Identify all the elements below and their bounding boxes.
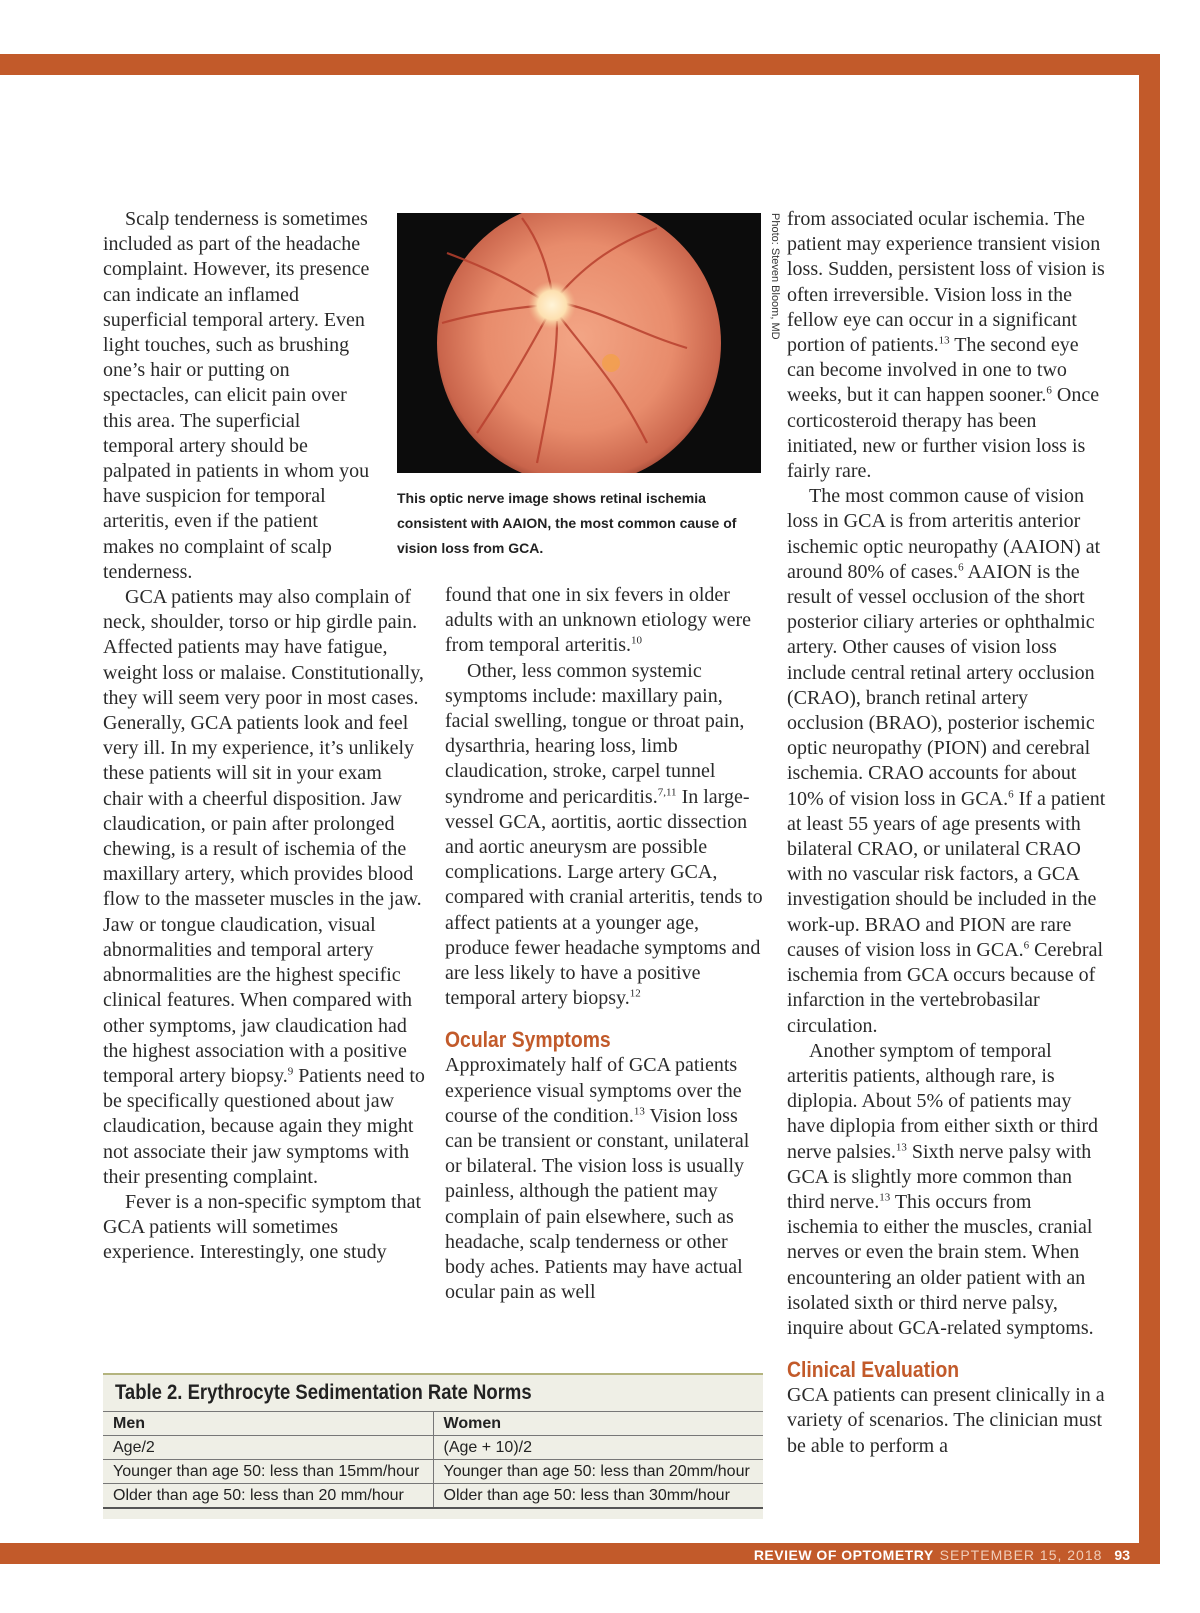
- text-span: GCA patients may also complain of neck, shoulder, torso or hip girdle pain. Affected patients may have fatigue, weight loss or malaise. Constitutionally, they will seem very poor in most cases. Generally, GCA patients look and feel very ill. In my experience, it’s unlikely these patients will sit in your exam chair with a cheerful disposition. Jaw claudication, or pain after prolonged chewing, is a result of ischemia of the maxillary artery, which provides blood flow to the masseter muscles in the jaw. Jaw or tongue claudication, visual abnormalities and temporal artery abnormalities are the highest specific clinical features. When compared with other symptoms, jaw claudication had the highest association with a positive temporal artery biopsy.: [103, 586, 424, 1087]
- table-grid: [103, 1411, 763, 1509]
- table-title-text: Table 2. Erythrocyte Sedimentation Rate Norms: [115, 1381, 532, 1404]
- table-row: [103, 1460, 763, 1484]
- paragraph-systemic-symptoms: [445, 659, 763, 1012]
- citation: 6: [1023, 939, 1030, 952]
- top-accent-bar: [0, 54, 1160, 75]
- text-span: The second eye can become involved in one to two weeks, but it can happen sooner.: [787, 334, 1079, 407]
- header-women: Women: [433, 1412, 763, 1436]
- table-row: [103, 1436, 763, 1460]
- citation: 6: [958, 561, 964, 574]
- paragraph-fever: Fever is a non-specific symptom that GCA patients will sometimes experience. Interestingly, one study: [103, 1190, 422, 1264]
- column-2: [445, 583, 763, 1305]
- text-span: This occurs from ischemia to either the muscles, cranial nerves or even the brain stem. When encountering an older patient with an isolated sixth or third nerve palsy, inquire about GCA-related symptoms.: [787, 1190, 1094, 1339]
- citation: 13: [938, 334, 950, 347]
- table-header-row: [103, 1412, 763, 1436]
- text-span: Once corticosteroid therapy has been initiated, new or further vision loss is fairly rare.: [787, 384, 1100, 483]
- esr-norms-table: [103, 1373, 763, 1519]
- paragraph-clinical-evaluation: GCA patients can present clinically in a variety of scenarios. The clinician must be able to perform a: [787, 1384, 1105, 1457]
- text-span: If a patient at least 55 years of age presents with bilateral CRAO, or unilateral CRAO with no vascular risk factors, a GCA investigation should be included in the work-up. BRAO and PION are rare causes of vision loss in GCA.: [787, 787, 1106, 961]
- retina-image: [397, 213, 761, 473]
- column-1: [103, 207, 425, 1266]
- header-men: Men: [103, 1412, 433, 1436]
- text-span: In large-vessel GCA, aortitis, aortic dissection and aortic aneurysm are possible complications. Large artery GCA, compared with cranial arteritis, tends to affect patients at a younger age, produce fewer headache symptoms and are less likely to have a positive temporal artery biopsy.: [445, 785, 763, 1010]
- citation: 6: [1046, 384, 1052, 397]
- column-3: [787, 207, 1107, 1459]
- table-cell: Older than age 50: less than 20 mm/hour: [103, 1484, 433, 1509]
- text-span: AAION is the result of vessel occlusion of the short posterior ciliary arteries or ophthalmic artery. Other causes of vision loss include central retinal artery occlusion (CRAO), branch retinal artery occlusion (BRAO), posterior ischemic optic neuropathy (PION) and cerebral ischemia. CRAO accounts for about 10% of vision loss in GCA.: [787, 560, 1095, 810]
- paragraph-scalp-tenderness: Scalp tenderness is sometimes included as part of the headache complaint. However, its presence can indicate an inflamed superficial temporal artery. Even light touches, such as brushing one’s hair or putting on spectacles, can elicit pain over this area. The superficial temporal artery should be palpated in patients in whom you have suspicion for temporal arteritis, even if the patient makes no complaint of scalp tenderness.: [103, 208, 370, 583]
- citation: 9: [287, 1065, 294, 1078]
- paragraph-ocular-symptoms: [445, 1053, 763, 1305]
- text-span: from associated ocular ischemia. The patient may experience transient vision loss. Sudden, persistent loss of vision is often irreversible. Vision loss in the fellow eye can occur in a significant portion of patients.: [787, 208, 1105, 357]
- heading-ocular-symptoms: Ocular Symptoms: [445, 1027, 611, 1053]
- table-cell: Age/2: [103, 1436, 433, 1460]
- citation: 13: [633, 1105, 645, 1118]
- table-cell: Older than age 50: less than 30mm/hour: [433, 1484, 763, 1509]
- citation: 13: [879, 1191, 891, 1204]
- table-cell: Younger than age 50: less than 15mm/hour: [103, 1460, 433, 1484]
- paragraph-aaion: [787, 484, 1107, 1038]
- right-accent-bar: [1139, 54, 1160, 1564]
- citation: 12: [629, 987, 641, 1000]
- citation: 7,11: [657, 785, 677, 798]
- table-bottom-padding: [103, 1509, 763, 1519]
- issue-date: SEPTEMBER 15, 2018: [939, 1547, 1103, 1563]
- citation: 10: [631, 634, 643, 647]
- table-cell: (Age + 10)/2: [433, 1436, 763, 1460]
- table-cell: Younger than age 50: less than 20mm/hour: [433, 1460, 763, 1484]
- text-span: Another symptom of temporal arteritis patients, although rare, is diplopia. About 5% of patients may have diplopia from either sixth or third nerve palsies.: [787, 1039, 1099, 1163]
- paragraph-diplopia: [787, 1039, 1107, 1341]
- text-span: Vision loss can be transient or constant, unilateral or bilateral. The vision loss is usually painless, although the patient may complain of pain elsewhere, such as headache, scalp tenderness or other body aches. Patients may have actual ocular pain as well: [445, 1104, 750, 1304]
- text-span: Cerebral ischemia from GCA occurs because of infarction in the vertebrobasilar circulation.: [787, 938, 1104, 1037]
- heading-clinical-evaluation: Clinical Evaluation: [787, 1357, 960, 1383]
- table-row: [103, 1484, 763, 1509]
- page-number: 93: [1114, 1547, 1130, 1563]
- text-span: Approximately half of GCA patients experience visual symptoms over the course of the condition.: [445, 1054, 742, 1127]
- text-span: Sixth nerve palsy with GCA is slightly more common than third nerve.: [787, 1140, 1092, 1213]
- text-span: The most common cause of vision loss in GCA is from arteritis anterior ischemic optic neuropathy (AAION) at around 80% of cases.: [787, 485, 1101, 583]
- photo-credit: Photo: Steven Bloom, MD: [769, 213, 781, 340]
- optic-nerve-photo: [397, 213, 761, 473]
- journal-name: REVIEW OF OPTOMETRY: [753, 1547, 934, 1563]
- text-span: Other, less common systemic symptoms include: maxillary pain, facial swelling, tongue or throat pain, dysarthria, hearing loss, limb claudication, stroke, carpel tunnel syndrome and pericarditis.: [445, 659, 745, 808]
- citation: 13: [895, 1140, 907, 1153]
- paragraph-gca-complaints: [103, 585, 425, 1190]
- page-footer: [754, 1546, 1130, 1564]
- paragraph-fever-continued: [445, 583, 763, 659]
- citation: 6: [1008, 788, 1014, 801]
- figure-caption: This optic nerve image shows retinal ischemia consistent with AAION, the most common cause of vision loss from GCA.: [397, 490, 737, 556]
- paragraph-ocular-ischemia: [787, 207, 1107, 484]
- text-span: Patients need to be specifically questioned about jaw claudication, because again they might not associate their jaw symptoms with their presenting complaint.: [103, 1064, 425, 1188]
- text-span: found that one in six fevers in older adults with an unknown etiology were from temporal arteritis.: [445, 584, 752, 657]
- table-title: [103, 1373, 763, 1411]
